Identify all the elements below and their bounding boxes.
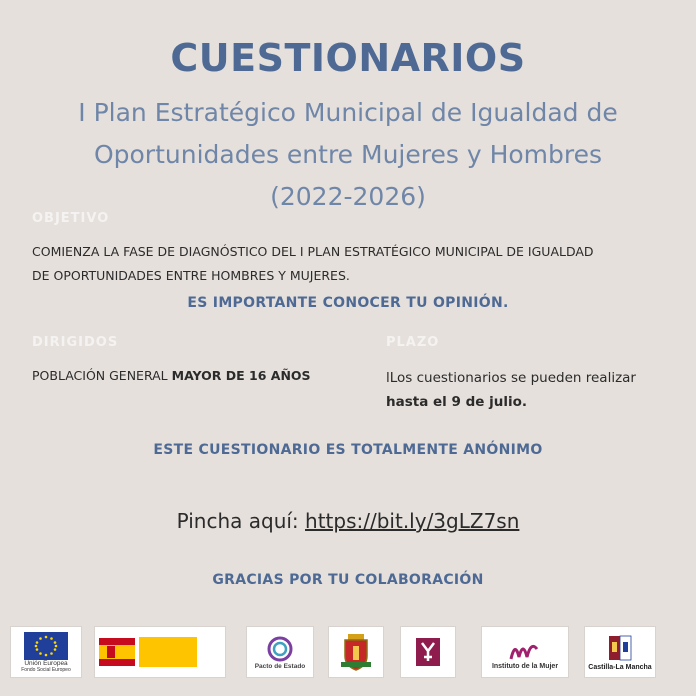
pacto-logo [246, 626, 314, 678]
dirigidos-text-bold: MAYOR DE 16 AÑOS [171, 368, 311, 383]
eu-line-1: Unión Europea [24, 659, 68, 667]
instituto-m-icon [505, 635, 545, 663]
eu-logo [10, 626, 82, 678]
instituto-label: Instituto de la Mujer [491, 662, 559, 670]
municipal-shield-logo [328, 626, 384, 678]
opinion-highlight: ES IMPORTANTE CONOCER TU OPINIÓN. [187, 295, 509, 311]
pacto-circle-icon [265, 635, 295, 663]
ministry-banner [139, 637, 197, 667]
subtitle-line-1: I Plan Estratégico Municipal de Igualdad de [78, 98, 618, 127]
municipal-shield-icon [339, 632, 373, 672]
mujer-center-logo [400, 626, 456, 678]
anonimo-notice: ESTE CUESTIONARIO ES TOTALMENTE ANÓNIMO [153, 442, 543, 458]
objetivo-text [32, 240, 672, 288]
castilla-la-mancha-logo [584, 626, 656, 678]
plazo-text [386, 366, 686, 414]
plazo-text-line-2: hasta el 9 de julio. [386, 394, 528, 410]
eu-flag-icon [24, 632, 68, 660]
gracias-text: GRACIAS POR TU COLABORACIÓN [212, 572, 484, 588]
link-prefix: Pincha aquí: [176, 509, 306, 533]
dirigidos-text-prefix: POBLACIÓN GENERAL [32, 368, 172, 383]
spain-coat-of-arms-icon [99, 634, 135, 670]
eu-line-2: Fondo Social Europeo [21, 666, 71, 673]
castilla-label: Castilla-La Mancha [588, 663, 652, 671]
objetivo-text-line-1: COMIENZA LA FASE DE DIAGNÓSTICO DEL I PLAN ESTRATÉGICO MUNICIPAL DE IGUALDAD [32, 244, 594, 259]
objetivo-label: OBJETIVO [32, 211, 110, 226]
dirigidos-label: DIRIGIDOS [32, 335, 119, 350]
subtitle-line-2: Oportunidades entre Mujeres y Hombres [93, 140, 603, 169]
plazo-label: PLAZO [386, 335, 440, 350]
castilla-shield-icon [606, 634, 634, 664]
objetivo-text-line-2: DE OPORTUNIDADES ENTRE HOMBRES Y MUJERES. [32, 268, 350, 283]
mujer-center-icon [413, 635, 443, 669]
instituto-mujer-logo [481, 626, 569, 678]
page-title: CUESTIONARIOS [170, 36, 526, 80]
plan-subtitle [40, 92, 656, 218]
subtitle-line-3: (2022-2026) [270, 182, 426, 211]
dirigidos-text [32, 364, 352, 388]
plazo-text-line-1: lLos cuestionarios se pueden realizar [386, 370, 636, 386]
pacto-label: Pacto de Estado [254, 662, 306, 670]
spain-government-logo [94, 626, 226, 678]
link-line [0, 509, 696, 533]
questionnaire-link[interactable]: https://bit.ly/3gLZ7sn [305, 509, 520, 533]
